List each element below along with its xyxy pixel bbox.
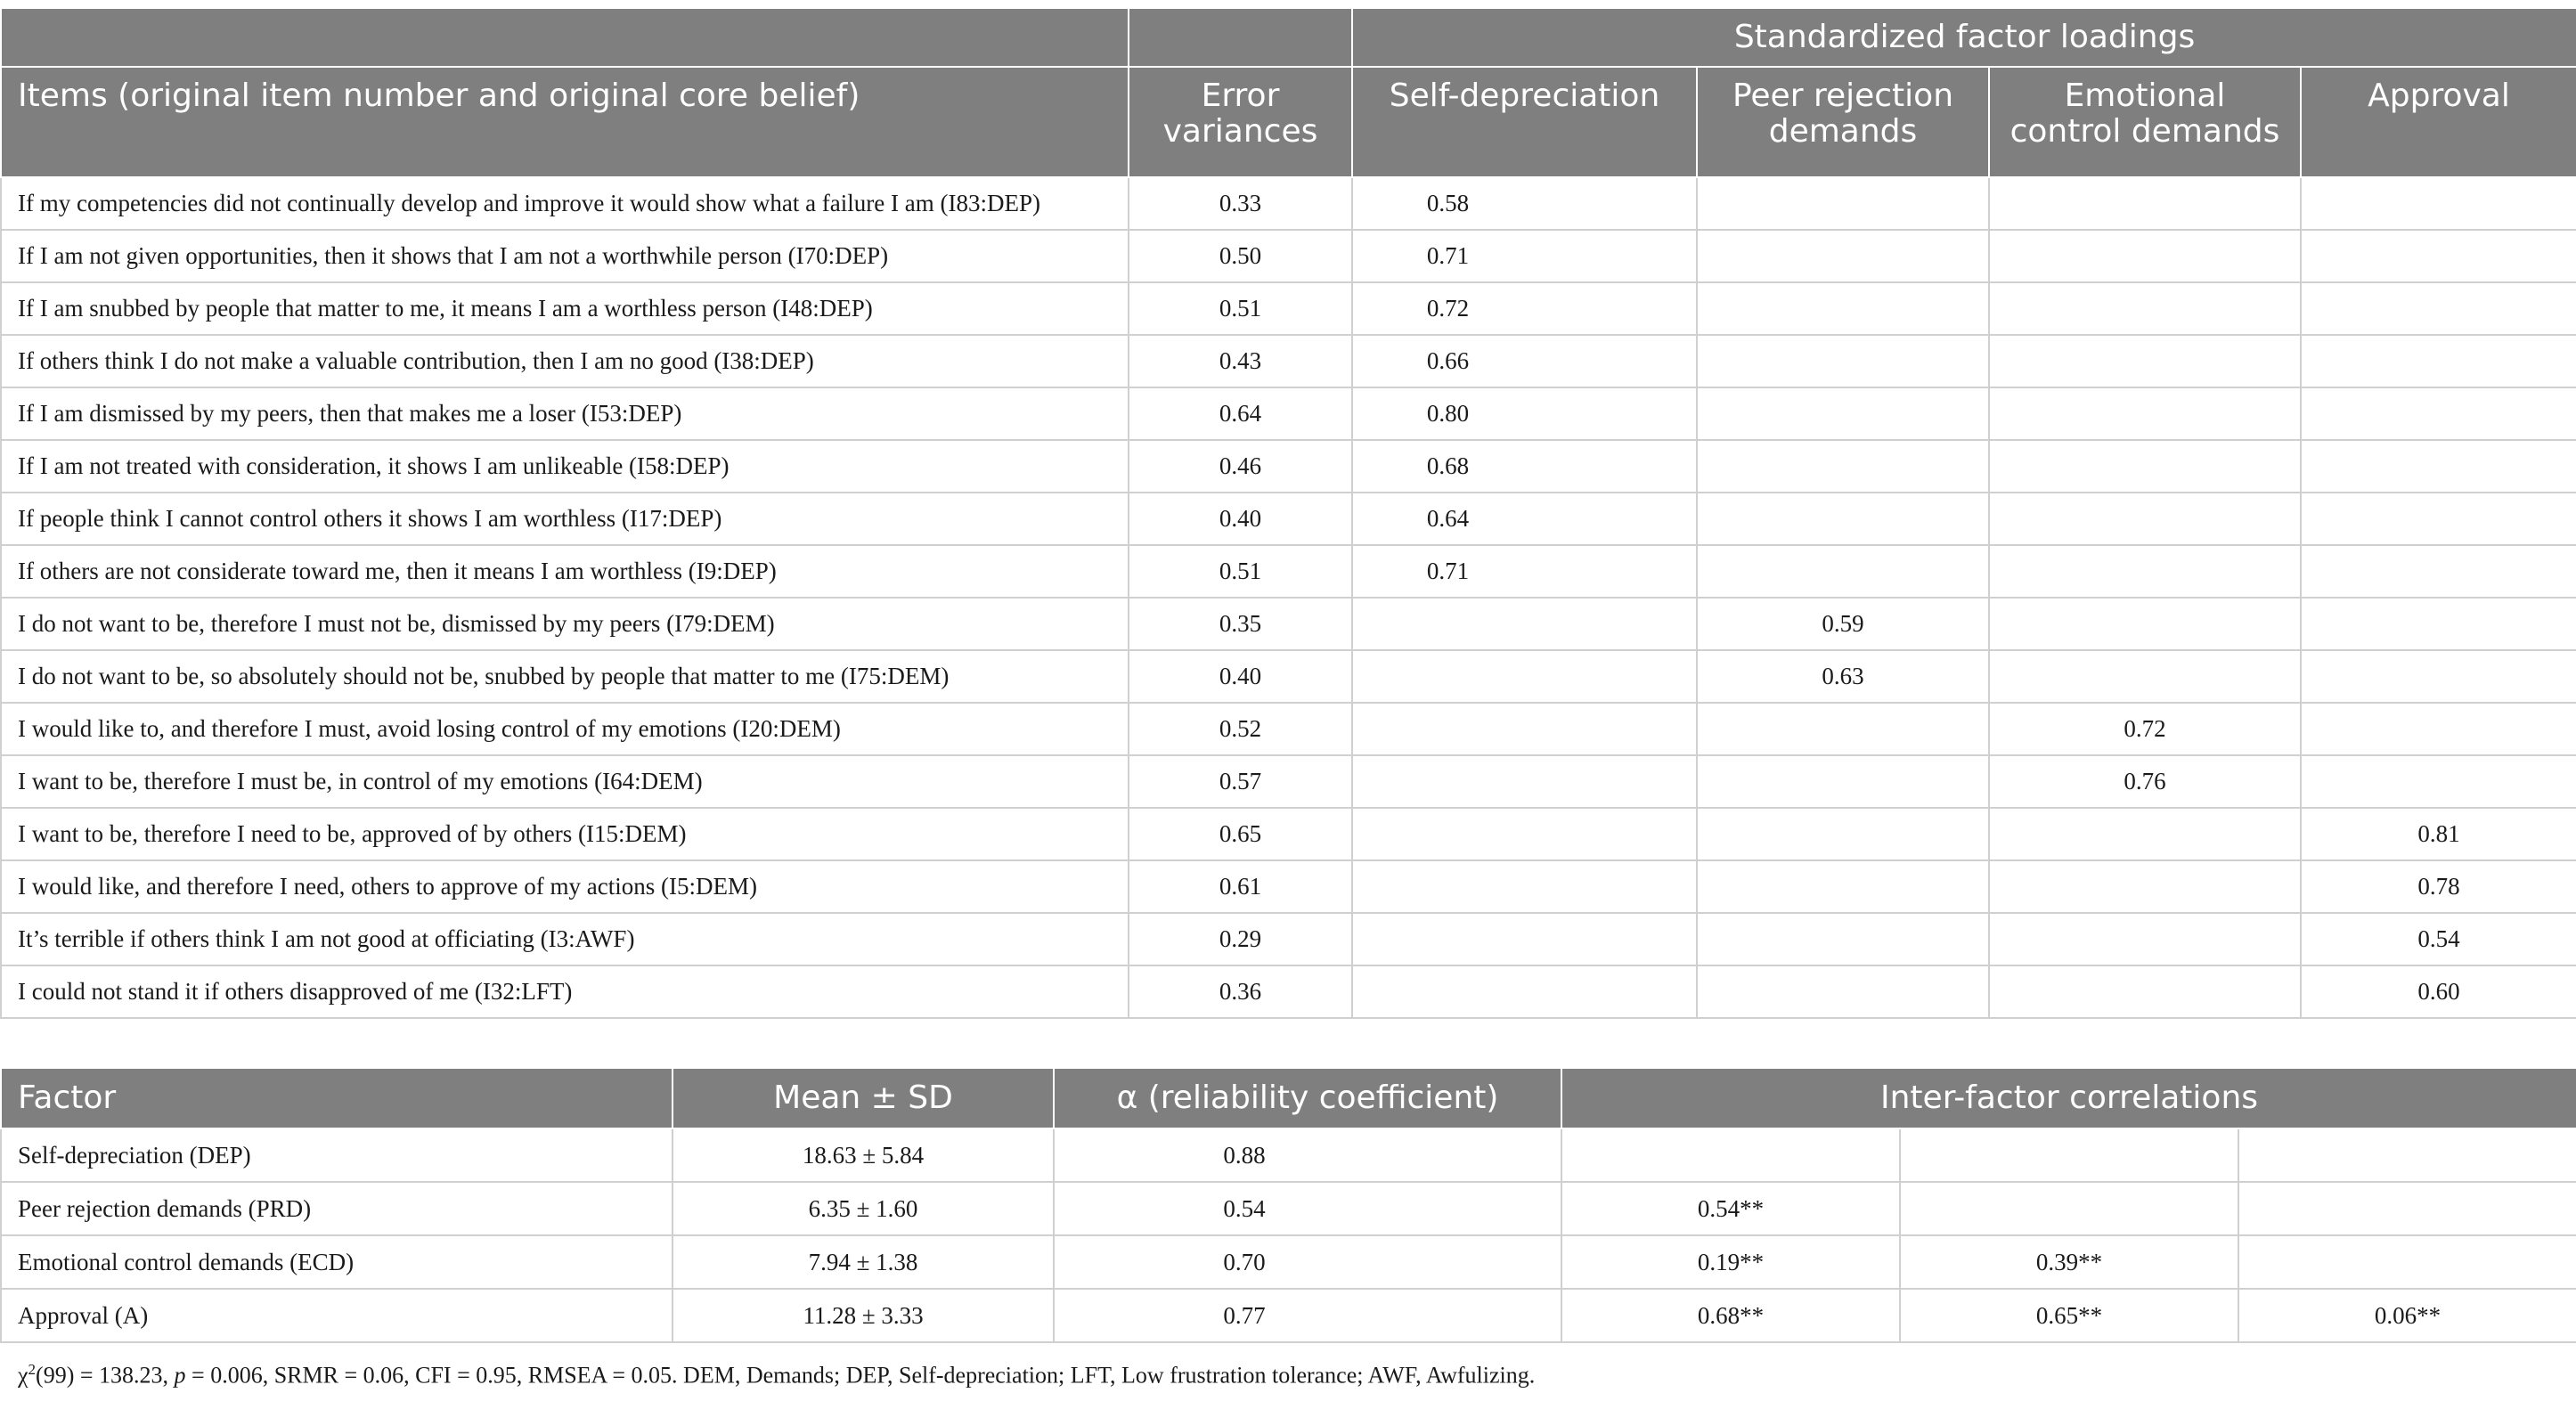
item-cell: I would like to, and therefore I must, avoid losing control of my emotions (I20:DEM) [1, 703, 1129, 755]
self-depreciation-cell [1352, 965, 1697, 1018]
emotional-control-cell [1989, 335, 2301, 387]
table-row [1, 703, 2576, 755]
factor-loadings-table [0, 7, 2576, 1019]
peer-rejection-cell [1697, 545, 1989, 598]
chi-superscript: 2 [28, 1361, 37, 1378]
emotional-control-cell [1989, 545, 2301, 598]
emotional-control-cell [1989, 230, 2301, 282]
emotional-control-cell: 0.72 [1989, 703, 2301, 755]
correlation-cell: 0.39** [1900, 1235, 2238, 1289]
self-depreciation-cell: 0.58 [1352, 177, 1697, 230]
approval-cell [2301, 703, 2576, 755]
footnote-text-b: = 0.006, SRMR = 0.06, CFI = 0.95, RMSEA = 0.05. DEM, Demands; DEP, Self-depreciation; LFT, Low frustration tolerance; AWF, Awfulizing. [185, 1362, 1536, 1389]
peer-rejection-cell [1697, 808, 1989, 860]
table-row [1, 808, 2576, 860]
error-variance-cell: 0.51 [1129, 282, 1352, 335]
alpha-cell: 0.88 [1054, 1128, 1561, 1182]
column-header-self-depreciation: Self-depreciation [1352, 67, 1697, 177]
table-row [1, 913, 2576, 965]
table-row [1, 387, 2576, 440]
peer-rejection-cell [1697, 387, 1989, 440]
table-row [1, 1289, 2576, 1342]
self-depreciation-cell [1352, 650, 1697, 703]
factor-cell: Peer rejection demands (PRD) [1, 1182, 673, 1235]
column-header-error-variances: Error variances [1129, 67, 1352, 177]
emotional-control-cell [1989, 440, 2301, 493]
item-cell: I do not want to be, therefore I must not be, dismissed by my peers (I79:DEM) [1, 598, 1129, 650]
peer-rejection-cell [1697, 335, 1989, 387]
factor-cell: Emotional control demands (ECD) [1, 1235, 673, 1289]
item-cell: I do not want to be, so absolutely should not be, snubbed by people that matter to me (I75:DEM) [1, 650, 1129, 703]
column-header-mean-sd: Mean ± SD [673, 1068, 1054, 1128]
chi-symbol: χ [18, 1362, 29, 1389]
mean-sd-cell: 6.35 ± 1.60 [673, 1182, 1054, 1235]
table-row [1, 860, 2576, 913]
peer-rejection-cell [1697, 230, 1989, 282]
self-depreciation-cell: 0.68 [1352, 440, 1697, 493]
table-row [1, 965, 2576, 1018]
item-cell: If I am snubbed by people that matter to me, it means I am a worthless person (I48:DEP) [1, 282, 1129, 335]
error-variance-cell: 0.43 [1129, 335, 1352, 387]
error-variance-cell: 0.50 [1129, 230, 1352, 282]
error-variance-cell: 0.40 [1129, 493, 1352, 545]
item-cell: I could not stand it if others disapproved of me (I32:LFT) [1, 965, 1129, 1018]
column-header-inter-factor: Inter-factor correlations [1561, 1068, 2576, 1128]
correlation-cell: 0.06** [2238, 1289, 2576, 1342]
emotional-control-cell: 0.76 [1989, 755, 2301, 808]
emotional-control-cell [1989, 808, 2301, 860]
factor-cell: Approval (A) [1, 1289, 673, 1342]
approval-cell [2301, 230, 2576, 282]
peer-rejection-cell: 0.63 [1697, 650, 1989, 703]
p-symbol: p [174, 1362, 186, 1389]
emotional-control-cell [1989, 598, 2301, 650]
peer-rejection-cell [1697, 282, 1989, 335]
error-variance-cell: 0.65 [1129, 808, 1352, 860]
table-row [1, 755, 2576, 808]
self-depreciation-cell: 0.66 [1352, 335, 1697, 387]
correlation-cell: 0.19** [1561, 1235, 1900, 1289]
approval-cell [2301, 387, 2576, 440]
item-cell: I would like, and therefore I need, others to approve of my actions (I5:DEM) [1, 860, 1129, 913]
self-depreciation-cell: 0.64 [1352, 493, 1697, 545]
approval-cell [2301, 755, 2576, 808]
emotional-control-cell [1989, 493, 2301, 545]
approval-cell: 0.81 [2301, 808, 2576, 860]
column-header-approval: Approval [2301, 67, 2576, 177]
correlation-cell [2238, 1182, 2576, 1235]
self-depreciation-cell [1352, 860, 1697, 913]
peer-rejection-cell [1697, 493, 1989, 545]
emotional-control-cell [1989, 387, 2301, 440]
mean-sd-cell: 7.94 ± 1.38 [673, 1235, 1054, 1289]
table-row [1, 1235, 2576, 1289]
error-variance-cell: 0.36 [1129, 965, 1352, 1018]
correlation-cell [1561, 1128, 1900, 1182]
correlation-cell [1900, 1182, 2238, 1235]
item-cell: If others are not considerate toward me, then it means I am worthless (I9:DEP) [1, 545, 1129, 598]
approval-cell: 0.54 [2301, 913, 2576, 965]
emotional-control-cell [1989, 650, 2301, 703]
column-header-items: Items (original item number and original core belief) [1, 67, 1129, 177]
item-cell: If I am not treated with consideration, it shows I am unlikeable (I58:DEP) [1, 440, 1129, 493]
emotional-control-cell [1989, 282, 2301, 335]
item-cell: If people think I cannot control others it shows I am worthless (I17:DEP) [1, 493, 1129, 545]
correlation-cell: 0.68** [1561, 1289, 1900, 1342]
table-row [1, 230, 2576, 282]
table-header-row [1, 67, 2576, 177]
mean-sd-cell: 11.28 ± 3.33 [673, 1289, 1054, 1342]
error-variance-cell: 0.35 [1129, 598, 1352, 650]
approval-cell: 0.78 [2301, 860, 2576, 913]
table-header-row [1, 1068, 2576, 1128]
table-row [1, 493, 2576, 545]
column-header-emotional-control: Emotional control demands [1989, 67, 2301, 177]
table-row [1, 282, 2576, 335]
self-depreciation-cell [1352, 703, 1697, 755]
emotional-control-cell [1989, 965, 2301, 1018]
table-header-row [1, 8, 2576, 67]
approval-cell [2301, 650, 2576, 703]
correlation-cell: 0.54** [1561, 1182, 1900, 1235]
self-depreciation-cell: 0.80 [1352, 387, 1697, 440]
peer-rejection-cell [1697, 860, 1989, 913]
column-header-alpha: α (reliability coefficient) [1054, 1068, 1561, 1128]
peer-rejection-cell [1697, 965, 1989, 1018]
group-header: Standardized factor loadings [1352, 8, 2576, 67]
error-variance-cell: 0.57 [1129, 755, 1352, 808]
self-depreciation-cell: 0.72 [1352, 282, 1697, 335]
table-row [1, 650, 2576, 703]
item-cell: I want to be, therefore I must be, in control of my emotions (I64:DEM) [1, 755, 1129, 808]
mean-sd-cell: 18.63 ± 5.84 [673, 1128, 1054, 1182]
approval-cell [2301, 282, 2576, 335]
item-cell: If I am not given opportunities, then it shows that I am not a worthwhile person (I70:DEP) [1, 230, 1129, 282]
error-variance-cell: 0.51 [1129, 545, 1352, 598]
emotional-control-cell [1989, 177, 2301, 230]
correlation-cell [2238, 1235, 2576, 1289]
emotional-control-cell [1989, 913, 2301, 965]
self-depreciation-cell [1352, 598, 1697, 650]
correlation-cell [1900, 1128, 2238, 1182]
peer-rejection-cell: 0.59 [1697, 598, 1989, 650]
self-depreciation-cell: 0.71 [1352, 545, 1697, 598]
peer-rejection-cell [1697, 703, 1989, 755]
header-empty-cell [1, 8, 1129, 67]
approval-cell [2301, 335, 2576, 387]
approval-cell: 0.60 [2301, 965, 2576, 1018]
approval-cell [2301, 545, 2576, 598]
item-cell: If my competencies did not continually develop and improve it would show what a failure I am (I83:DEP) [1, 177, 1129, 230]
item-cell: I want to be, therefore I need to be, approved of by others (I15:DEM) [1, 808, 1129, 860]
item-cell: If I am dismissed by my peers, then that makes me a loser (I53:DEP) [1, 387, 1129, 440]
error-variance-cell: 0.29 [1129, 913, 1352, 965]
error-variance-cell: 0.61 [1129, 860, 1352, 913]
factor-cell: Self-depreciation (DEP) [1, 1128, 673, 1182]
self-depreciation-cell [1352, 913, 1697, 965]
column-header-peer-rejection: Peer rejection demands [1697, 67, 1989, 177]
approval-cell [2301, 440, 2576, 493]
peer-rejection-cell [1697, 755, 1989, 808]
footnote-text-a: (99) = 138.23, [36, 1362, 175, 1389]
column-header-factor: Factor [1, 1068, 673, 1128]
alpha-cell: 0.70 [1054, 1235, 1561, 1289]
approval-cell [2301, 598, 2576, 650]
table-row [1, 598, 2576, 650]
self-depreciation-cell [1352, 808, 1697, 860]
error-variance-cell: 0.46 [1129, 440, 1352, 493]
correlation-cell [2238, 1128, 2576, 1182]
peer-rejection-cell [1697, 177, 1989, 230]
peer-rejection-cell [1697, 913, 1989, 965]
table-row [1, 1182, 2576, 1235]
table-row [1, 177, 2576, 230]
approval-cell [2301, 177, 2576, 230]
item-cell: It’s terrible if others think I am not good at officiating (I3:AWF) [1, 913, 1129, 965]
alpha-cell: 0.54 [1054, 1182, 1561, 1235]
item-cell: If others think I do not make a valuable contribution, then I am no good (I38:DEP) [1, 335, 1129, 387]
header-empty-cell [1129, 8, 1352, 67]
approval-cell [2301, 493, 2576, 545]
peer-rejection-cell [1697, 440, 1989, 493]
self-depreciation-cell [1352, 755, 1697, 808]
error-variance-cell: 0.52 [1129, 703, 1352, 755]
table-footnote [18, 1361, 1535, 1389]
emotional-control-cell [1989, 860, 2301, 913]
error-variance-cell: 0.40 [1129, 650, 1352, 703]
table-row [1, 440, 2576, 493]
table-row [1, 545, 2576, 598]
correlation-cell: 0.65** [1900, 1289, 2238, 1342]
table-row [1, 1128, 2576, 1182]
self-depreciation-cell: 0.71 [1352, 230, 1697, 282]
error-variance-cell: 0.33 [1129, 177, 1352, 230]
table-row [1, 335, 2576, 387]
factor-statistics-table [0, 1067, 2576, 1343]
error-variance-cell: 0.64 [1129, 387, 1352, 440]
alpha-cell: 0.77 [1054, 1289, 1561, 1342]
